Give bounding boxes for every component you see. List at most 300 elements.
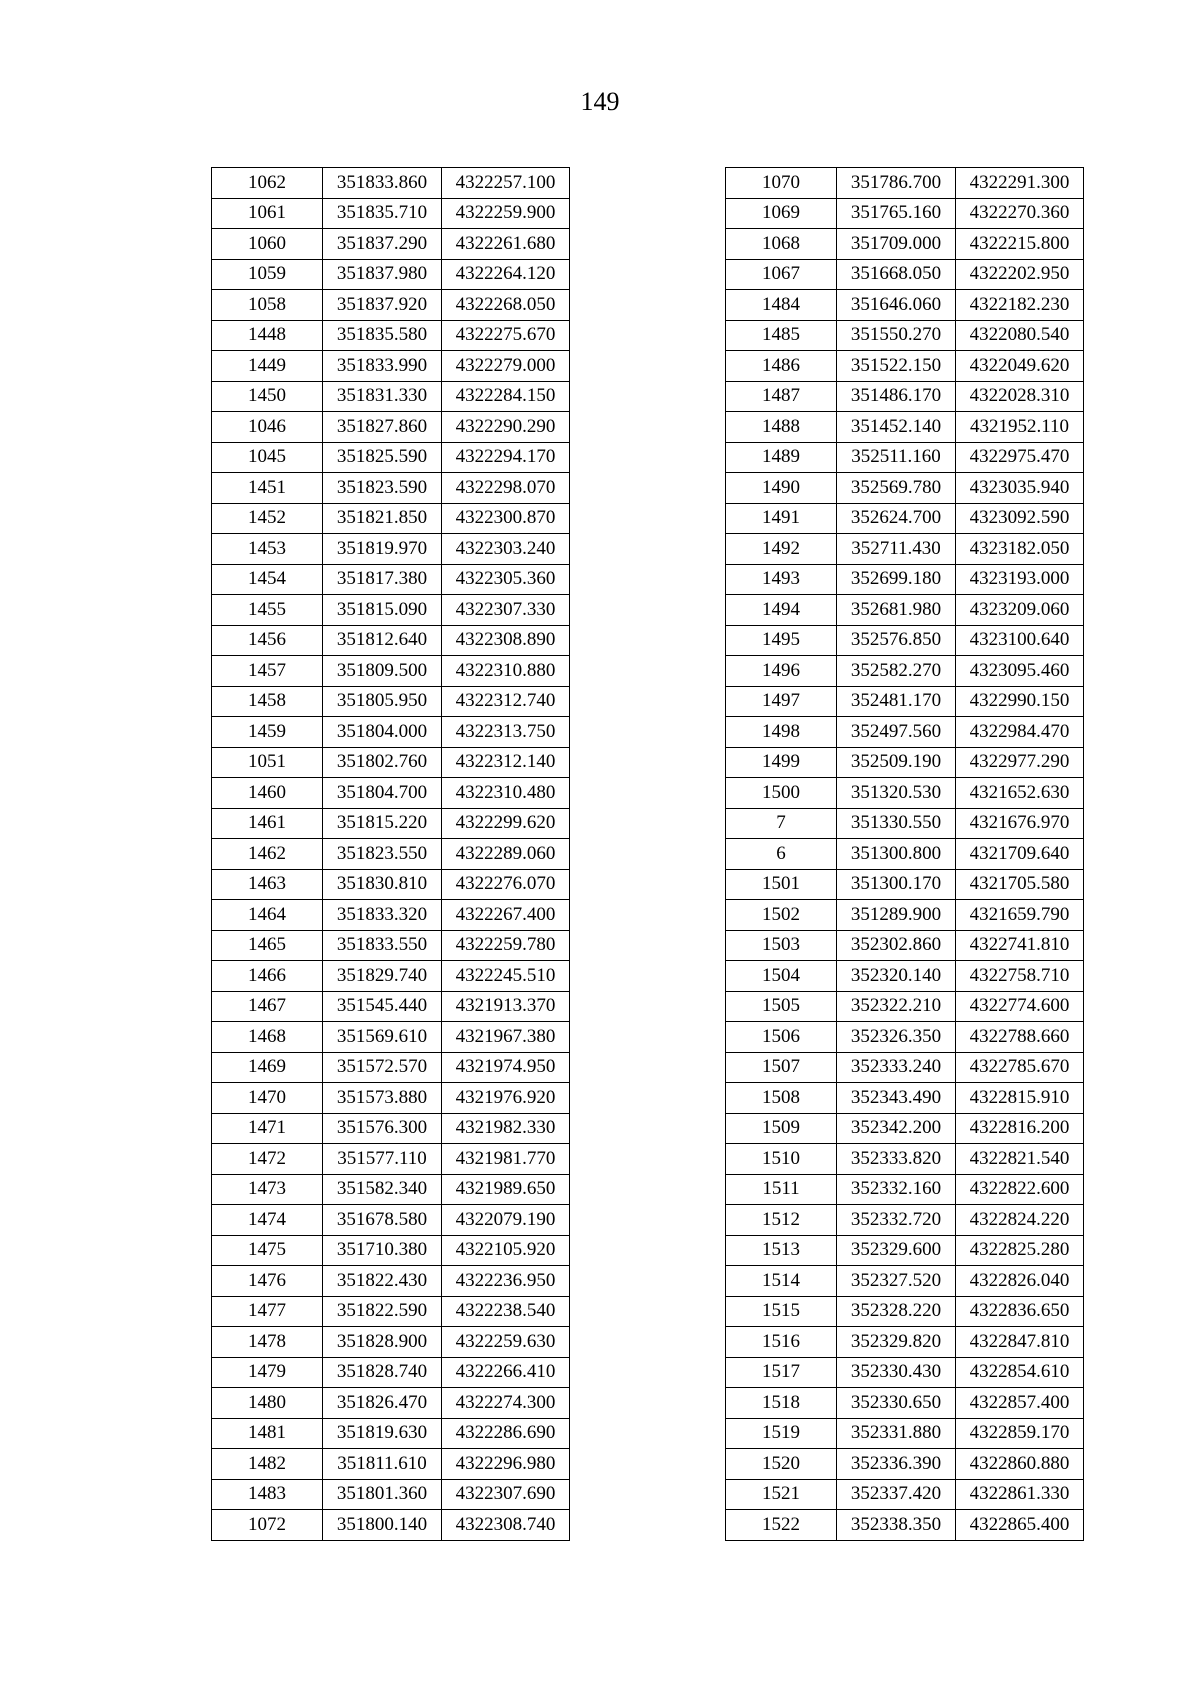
x-coordinate-cell: 352322.210	[837, 991, 956, 1022]
x-coordinate-cell: 351823.550	[323, 839, 442, 870]
table-row	[212, 900, 570, 931]
table-row	[212, 1113, 570, 1144]
y-coordinate-cell: 4322312.140	[442, 747, 570, 778]
x-coordinate-cell: 351817.380	[323, 564, 442, 595]
x-coordinate-cell: 352624.700	[837, 503, 956, 534]
point-id-cell: 1059	[212, 259, 323, 290]
x-coordinate-cell: 352576.850	[837, 625, 956, 656]
y-coordinate-cell: 4321709.640	[956, 839, 1084, 870]
table-row	[212, 1083, 570, 1114]
table-row	[212, 717, 570, 748]
point-id-cell: 7	[726, 808, 837, 839]
y-coordinate-cell: 4322294.170	[442, 442, 570, 473]
point-id-cell: 1462	[212, 839, 323, 870]
point-id-cell: 1500	[726, 778, 837, 809]
x-coordinate-cell: 352329.820	[837, 1327, 956, 1358]
point-id-cell: 1072	[212, 1510, 323, 1541]
coordinate-table-left	[211, 167, 570, 1541]
point-id-cell: 1493	[726, 564, 837, 595]
y-coordinate-cell: 4322202.950	[956, 259, 1084, 290]
point-id-cell: 1045	[212, 442, 323, 473]
y-coordinate-cell: 4322290.290	[442, 412, 570, 443]
table-row	[212, 747, 570, 778]
table-row	[726, 381, 1084, 412]
table-row	[212, 656, 570, 687]
y-coordinate-cell: 4323209.060	[956, 595, 1084, 626]
y-coordinate-cell: 4322236.950	[442, 1266, 570, 1297]
table-row	[726, 1449, 1084, 1480]
table-row	[726, 503, 1084, 534]
point-id-cell: 1470	[212, 1083, 323, 1114]
x-coordinate-cell: 351582.340	[323, 1174, 442, 1205]
table-row	[726, 839, 1084, 870]
point-id-cell: 1060	[212, 229, 323, 260]
point-id-cell: 1483	[212, 1479, 323, 1510]
point-id-cell: 1466	[212, 961, 323, 992]
table-row	[212, 564, 570, 595]
x-coordinate-cell: 351833.860	[323, 168, 442, 199]
y-coordinate-cell: 4322822.600	[956, 1174, 1084, 1205]
y-coordinate-cell: 4322821.540	[956, 1144, 1084, 1175]
x-coordinate-cell: 352329.600	[837, 1235, 956, 1266]
y-coordinate-cell: 4322296.980	[442, 1449, 570, 1480]
table-row	[726, 1235, 1084, 1266]
table-row	[726, 778, 1084, 809]
y-coordinate-cell: 4322984.470	[956, 717, 1084, 748]
y-coordinate-cell: 4322312.740	[442, 686, 570, 717]
x-coordinate-cell: 351822.590	[323, 1296, 442, 1327]
x-coordinate-cell: 351837.290	[323, 229, 442, 260]
y-coordinate-cell: 4322275.670	[442, 320, 570, 351]
point-id-cell: 1454	[212, 564, 323, 595]
y-coordinate-cell: 4322286.690	[442, 1418, 570, 1449]
x-coordinate-cell: 352336.390	[837, 1449, 956, 1480]
point-id-cell: 1515	[726, 1296, 837, 1327]
y-coordinate-cell: 4322865.400	[956, 1510, 1084, 1541]
point-id-cell: 1484	[726, 290, 837, 321]
point-id-cell: 1456	[212, 625, 323, 656]
x-coordinate-cell: 351545.440	[323, 991, 442, 1022]
table-row	[212, 1388, 570, 1419]
y-coordinate-cell: 4321676.970	[956, 808, 1084, 839]
point-id-cell: 1510	[726, 1144, 837, 1175]
point-id-cell: 1469	[212, 1052, 323, 1083]
y-coordinate-cell: 4322279.000	[442, 351, 570, 382]
x-coordinate-cell: 352681.980	[837, 595, 956, 626]
point-id-cell: 1459	[212, 717, 323, 748]
point-id-cell: 1512	[726, 1205, 837, 1236]
point-id-cell: 1522	[726, 1510, 837, 1541]
x-coordinate-cell: 352509.190	[837, 747, 956, 778]
point-id-cell: 1501	[726, 869, 837, 900]
x-coordinate-cell: 352302.860	[837, 930, 956, 961]
y-coordinate-cell: 4322305.360	[442, 564, 570, 595]
point-id-cell: 6	[726, 839, 837, 870]
table-row	[726, 1205, 1084, 1236]
y-coordinate-cell: 4322264.120	[442, 259, 570, 290]
point-id-cell: 1503	[726, 930, 837, 961]
table-row	[726, 198, 1084, 229]
x-coordinate-cell: 351815.090	[323, 595, 442, 626]
point-id-cell: 1496	[726, 656, 837, 687]
y-coordinate-cell: 4322788.660	[956, 1022, 1084, 1053]
x-coordinate-cell: 351827.860	[323, 412, 442, 443]
x-coordinate-cell: 352328.220	[837, 1296, 956, 1327]
point-id-cell: 1499	[726, 747, 837, 778]
table-row	[726, 595, 1084, 626]
point-id-cell: 1481	[212, 1418, 323, 1449]
table-row	[212, 1357, 570, 1388]
point-id-cell: 1492	[726, 534, 837, 565]
table-row	[212, 198, 570, 229]
table-row	[212, 381, 570, 412]
y-coordinate-cell: 4322836.650	[956, 1296, 1084, 1327]
x-coordinate-cell: 351452.140	[837, 412, 956, 443]
x-coordinate-cell: 351828.740	[323, 1357, 442, 1388]
point-id-cell: 1473	[212, 1174, 323, 1205]
y-coordinate-cell: 4323100.640	[956, 625, 1084, 656]
y-coordinate-cell: 4322815.910	[956, 1083, 1084, 1114]
point-id-cell: 1461	[212, 808, 323, 839]
y-coordinate-cell: 4322267.400	[442, 900, 570, 931]
table-row	[726, 1022, 1084, 1053]
x-coordinate-cell: 351835.580	[323, 320, 442, 351]
table-row	[726, 1174, 1084, 1205]
x-coordinate-cell: 351577.110	[323, 1144, 442, 1175]
x-coordinate-cell: 351802.760	[323, 747, 442, 778]
table-row	[212, 1479, 570, 1510]
y-coordinate-cell: 4321913.370	[442, 991, 570, 1022]
x-coordinate-cell: 351833.990	[323, 351, 442, 382]
y-coordinate-cell: 4323095.460	[956, 656, 1084, 687]
point-id-cell: 1474	[212, 1205, 323, 1236]
table-row	[726, 1266, 1084, 1297]
y-coordinate-cell: 4323092.590	[956, 503, 1084, 534]
y-coordinate-cell: 4322310.480	[442, 778, 570, 809]
y-coordinate-cell: 4322313.750	[442, 717, 570, 748]
x-coordinate-cell: 351828.900	[323, 1327, 442, 1358]
y-coordinate-cell: 4322975.470	[956, 442, 1084, 473]
x-coordinate-cell: 351833.320	[323, 900, 442, 931]
x-coordinate-cell: 351646.060	[837, 290, 956, 321]
y-coordinate-cell: 4321974.950	[442, 1052, 570, 1083]
table-row	[726, 259, 1084, 290]
table-row	[726, 961, 1084, 992]
x-coordinate-cell: 351825.590	[323, 442, 442, 473]
point-id-cell: 1521	[726, 1479, 837, 1510]
table-row	[726, 564, 1084, 595]
x-coordinate-cell: 351804.000	[323, 717, 442, 748]
table-row	[212, 503, 570, 534]
table-row	[212, 1266, 570, 1297]
y-coordinate-cell: 4322028.310	[956, 381, 1084, 412]
y-coordinate-cell: 4322274.300	[442, 1388, 570, 1419]
table-row	[726, 290, 1084, 321]
x-coordinate-cell: 351569.610	[323, 1022, 442, 1053]
y-coordinate-cell: 4322300.870	[442, 503, 570, 534]
x-coordinate-cell: 351550.270	[837, 320, 956, 351]
table-row	[212, 1449, 570, 1480]
x-coordinate-cell: 351831.330	[323, 381, 442, 412]
point-id-cell: 1460	[212, 778, 323, 809]
table-row	[726, 534, 1084, 565]
y-coordinate-cell: 4322289.060	[442, 839, 570, 870]
table-row	[212, 1144, 570, 1175]
x-coordinate-cell: 351300.800	[837, 839, 956, 870]
table-row	[212, 869, 570, 900]
table-row	[212, 1052, 570, 1083]
y-coordinate-cell: 4322259.900	[442, 198, 570, 229]
x-coordinate-cell: 352338.350	[837, 1510, 956, 1541]
y-coordinate-cell: 4321976.920	[442, 1083, 570, 1114]
table-row	[212, 534, 570, 565]
table-row	[726, 1052, 1084, 1083]
table-row	[212, 595, 570, 626]
point-id-cell: 1495	[726, 625, 837, 656]
x-coordinate-cell: 351837.920	[323, 290, 442, 321]
x-coordinate-cell: 351668.050	[837, 259, 956, 290]
y-coordinate-cell: 4322049.620	[956, 351, 1084, 382]
point-id-cell: 1511	[726, 1174, 837, 1205]
point-id-cell: 1482	[212, 1449, 323, 1480]
x-coordinate-cell: 351822.430	[323, 1266, 442, 1297]
y-coordinate-cell: 4321989.650	[442, 1174, 570, 1205]
y-coordinate-cell: 4322105.920	[442, 1235, 570, 1266]
y-coordinate-cell: 4322303.240	[442, 534, 570, 565]
table-row	[726, 869, 1084, 900]
table-row	[726, 1083, 1084, 1114]
point-id-cell: 1471	[212, 1113, 323, 1144]
point-id-cell: 1464	[212, 900, 323, 931]
point-id-cell: 1448	[212, 320, 323, 351]
point-id-cell: 1450	[212, 381, 323, 412]
point-id-cell: 1491	[726, 503, 837, 534]
point-id-cell: 1502	[726, 900, 837, 931]
point-id-cell: 1498	[726, 717, 837, 748]
point-id-cell: 1519	[726, 1418, 837, 1449]
table-row	[212, 625, 570, 656]
x-coordinate-cell: 352481.170	[837, 686, 956, 717]
x-coordinate-cell: 351486.170	[837, 381, 956, 412]
y-coordinate-cell: 4322079.190	[442, 1205, 570, 1236]
y-coordinate-cell: 4321967.380	[442, 1022, 570, 1053]
table-row	[726, 1479, 1084, 1510]
table-row	[726, 1327, 1084, 1358]
table-row	[726, 991, 1084, 1022]
table-row	[212, 1022, 570, 1053]
x-coordinate-cell: 352511.160	[837, 442, 956, 473]
point-id-cell: 1452	[212, 503, 323, 534]
x-coordinate-cell: 352343.490	[837, 1083, 956, 1114]
y-coordinate-cell: 4322826.040	[956, 1266, 1084, 1297]
point-id-cell: 1478	[212, 1327, 323, 1358]
x-coordinate-cell: 352326.350	[837, 1022, 956, 1053]
point-id-cell: 1472	[212, 1144, 323, 1175]
table-row	[212, 808, 570, 839]
y-coordinate-cell: 4322259.630	[442, 1327, 570, 1358]
x-coordinate-cell: 352711.430	[837, 534, 956, 565]
point-id-cell: 1475	[212, 1235, 323, 1266]
table-row	[726, 656, 1084, 687]
x-coordinate-cell: 352333.820	[837, 1144, 956, 1175]
x-coordinate-cell: 351576.300	[323, 1113, 442, 1144]
point-id-cell: 1465	[212, 930, 323, 961]
y-coordinate-cell: 4322774.600	[956, 991, 1084, 1022]
point-id-cell: 1457	[212, 656, 323, 687]
x-coordinate-cell: 351830.810	[323, 869, 442, 900]
point-id-cell: 1517	[726, 1357, 837, 1388]
point-id-cell: 1508	[726, 1083, 837, 1114]
point-id-cell: 1487	[726, 381, 837, 412]
point-id-cell: 1497	[726, 686, 837, 717]
y-coordinate-cell: 4321705.580	[956, 869, 1084, 900]
point-id-cell: 1458	[212, 686, 323, 717]
y-coordinate-cell: 4321981.770	[442, 1144, 570, 1175]
point-id-cell: 1069	[726, 198, 837, 229]
coordinate-table-right	[725, 167, 1084, 1541]
point-id-cell: 1455	[212, 595, 323, 626]
y-coordinate-cell: 4322758.710	[956, 961, 1084, 992]
x-coordinate-cell: 352342.200	[837, 1113, 956, 1144]
point-id-cell: 1509	[726, 1113, 837, 1144]
point-id-cell: 1520	[726, 1449, 837, 1480]
x-coordinate-cell: 352330.650	[837, 1388, 956, 1419]
y-coordinate-cell: 4322291.300	[956, 168, 1084, 199]
point-id-cell: 1467	[212, 991, 323, 1022]
point-id-cell: 1516	[726, 1327, 837, 1358]
x-coordinate-cell: 352320.140	[837, 961, 956, 992]
point-id-cell: 1463	[212, 869, 323, 900]
point-id-cell: 1505	[726, 991, 837, 1022]
table-row	[726, 686, 1084, 717]
point-id-cell: 1485	[726, 320, 837, 351]
point-id-cell: 1504	[726, 961, 837, 992]
point-id-cell: 1468	[212, 1022, 323, 1053]
x-coordinate-cell: 351837.980	[323, 259, 442, 290]
x-coordinate-cell: 351829.740	[323, 961, 442, 992]
point-id-cell: 1068	[726, 229, 837, 260]
point-id-cell: 1067	[726, 259, 837, 290]
y-coordinate-cell: 4321982.330	[442, 1113, 570, 1144]
y-coordinate-cell: 4323035.940	[956, 473, 1084, 504]
point-id-cell: 1486	[726, 351, 837, 382]
table-row	[726, 625, 1084, 656]
point-id-cell: 1453	[212, 534, 323, 565]
y-coordinate-cell: 4321952.110	[956, 412, 1084, 443]
x-coordinate-cell: 351289.900	[837, 900, 956, 931]
point-id-cell: 1506	[726, 1022, 837, 1053]
table-row	[212, 412, 570, 443]
x-coordinate-cell: 351815.220	[323, 808, 442, 839]
y-coordinate-cell: 4322238.540	[442, 1296, 570, 1327]
table-row	[726, 747, 1084, 778]
table-row	[726, 1144, 1084, 1175]
x-coordinate-cell: 351819.970	[323, 534, 442, 565]
table-row	[212, 1327, 570, 1358]
x-coordinate-cell: 351710.380	[323, 1235, 442, 1266]
x-coordinate-cell: 351826.470	[323, 1388, 442, 1419]
point-id-cell: 1490	[726, 473, 837, 504]
x-coordinate-cell: 351800.140	[323, 1510, 442, 1541]
y-coordinate-cell: 4322080.540	[956, 320, 1084, 351]
table-row	[212, 839, 570, 870]
x-coordinate-cell: 352330.430	[837, 1357, 956, 1388]
point-id-cell: 1479	[212, 1357, 323, 1388]
table-row	[212, 1296, 570, 1327]
table-row	[212, 442, 570, 473]
y-coordinate-cell: 4322816.200	[956, 1113, 1084, 1144]
point-id-cell: 1062	[212, 168, 323, 199]
x-coordinate-cell: 352333.240	[837, 1052, 956, 1083]
point-id-cell: 1494	[726, 595, 837, 626]
x-coordinate-cell: 351835.710	[323, 198, 442, 229]
table-row	[212, 473, 570, 504]
table-row	[212, 1510, 570, 1541]
x-coordinate-cell: 351801.360	[323, 1479, 442, 1510]
x-coordinate-cell: 351573.880	[323, 1083, 442, 1114]
x-coordinate-cell: 352569.780	[837, 473, 956, 504]
point-id-cell: 1480	[212, 1388, 323, 1419]
y-coordinate-cell: 4322308.890	[442, 625, 570, 656]
table-row	[212, 1174, 570, 1205]
point-id-cell: 1477	[212, 1296, 323, 1327]
y-coordinate-cell: 4321659.790	[956, 900, 1084, 931]
y-coordinate-cell: 4322257.100	[442, 168, 570, 199]
point-id-cell: 1513	[726, 1235, 837, 1266]
page-number: 149	[580, 87, 620, 116]
x-coordinate-cell: 351330.550	[837, 808, 956, 839]
y-coordinate-cell: 4322824.220	[956, 1205, 1084, 1236]
y-coordinate-cell: 4322284.150	[442, 381, 570, 412]
x-coordinate-cell: 351805.950	[323, 686, 442, 717]
point-id-cell: 1061	[212, 198, 323, 229]
y-coordinate-cell: 4322310.880	[442, 656, 570, 687]
x-coordinate-cell: 352497.560	[837, 717, 956, 748]
x-coordinate-cell: 352332.160	[837, 1174, 956, 1205]
table-row	[212, 961, 570, 992]
point-id-cell: 1507	[726, 1052, 837, 1083]
x-coordinate-cell: 352327.520	[837, 1266, 956, 1297]
table-row	[212, 1205, 570, 1236]
point-id-cell: 1449	[212, 351, 323, 382]
table-row	[726, 900, 1084, 931]
table-row	[212, 168, 570, 199]
y-coordinate-cell: 4322307.330	[442, 595, 570, 626]
table-row	[726, 320, 1084, 351]
x-coordinate-cell: 351811.610	[323, 1449, 442, 1480]
x-coordinate-cell: 352332.720	[837, 1205, 956, 1236]
x-coordinate-cell: 351522.150	[837, 351, 956, 382]
point-id-cell: 1051	[212, 747, 323, 778]
x-coordinate-cell: 351833.550	[323, 930, 442, 961]
y-coordinate-cell: 4323193.000	[956, 564, 1084, 595]
table-row	[212, 991, 570, 1022]
table-row	[212, 1418, 570, 1449]
x-coordinate-cell: 351572.570	[323, 1052, 442, 1083]
table-row	[212, 1235, 570, 1266]
y-coordinate-cell: 4321652.630	[956, 778, 1084, 809]
point-id-cell: 1451	[212, 473, 323, 504]
x-coordinate-cell: 351823.590	[323, 473, 442, 504]
y-coordinate-cell: 4322261.680	[442, 229, 570, 260]
point-id-cell: 1070	[726, 168, 837, 199]
table-row	[726, 1418, 1084, 1449]
table-row	[726, 442, 1084, 473]
y-coordinate-cell: 4322308.740	[442, 1510, 570, 1541]
table-row	[726, 1113, 1084, 1144]
table-row	[726, 1388, 1084, 1419]
point-id-cell: 1058	[212, 290, 323, 321]
